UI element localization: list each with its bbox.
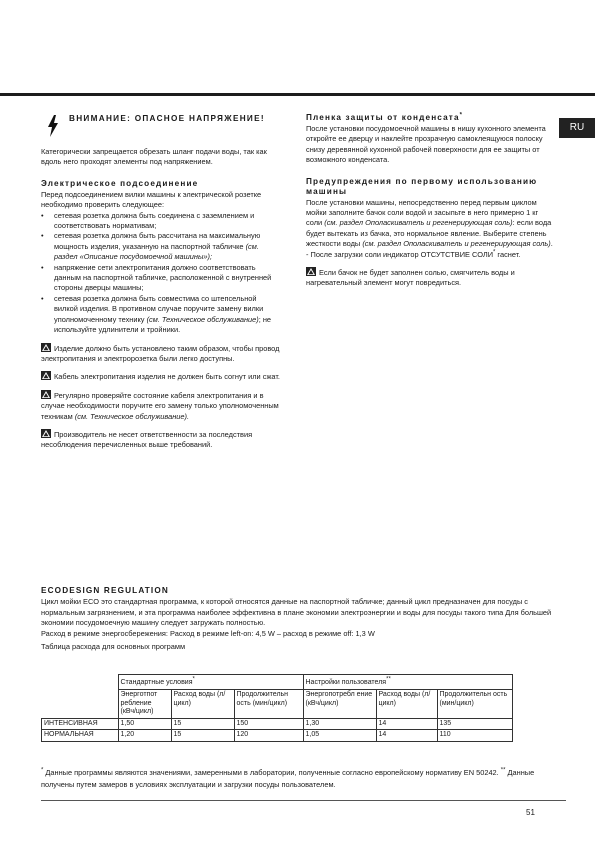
table-caption: Таблица расхода для основных программ bbox=[41, 642, 186, 652]
column-header: Продолжительн ость (мин/цикл) bbox=[437, 690, 512, 719]
electric-heading: Электрическое подсоединение bbox=[41, 178, 199, 188]
ecodesign-section bbox=[41, 586, 561, 653]
electric-checklist bbox=[41, 211, 281, 336]
condensate-text: После установки посудомоечной машины в нишу кухонного элемента откройте ее дверцу и наклейте прозрачную самоклеящуюся полоску снизу деревянной кухонной рабочей поверхности для ее защиты от возможного конденсата. bbox=[306, 124, 546, 165]
language-tab: RU bbox=[559, 118, 595, 138]
group-header-user: Настройки пользователя** bbox=[303, 675, 512, 690]
table-row: ИНТЕНСИВНАЯ 1,50 15 150 1,30 14 135 bbox=[42, 718, 513, 730]
first-use-text: После установки машины, непосредственно перед первым циклом мойки заполните бачок соли водой и засыпьте в него примерно 1 кг соли (см. раздел Ополаскиватель и регенерирующая соль): если вода будет вытекать из бачка, это нормальное явление. Выберите степень жесткости воды (см. раздел Ополаскиватель и регенерирующая соль). - После загрузки соли индикатор ОТСУТСТВИЕ СОЛИ* гаснет. bbox=[306, 197, 553, 259]
footnotes: * Данные программы являются значениями, замеренными в лаборатории, полученные согласно европейскому нормативу EN 50242. ** Данные получены путем замеров в условиях эксплуатации и загрузки посуды пользователем. bbox=[41, 767, 535, 789]
list-item: • сетевая розетка должна быть соединена с заземлением и соответствовать нормативам; bbox=[41, 210, 255, 231]
note-accessible-plug: Изделие должно быть установлено таким образом, чтобы провод электропитания и электророзетка были легко доступны. bbox=[41, 343, 280, 363]
consumption-table bbox=[41, 674, 513, 742]
warning-triangle-icon bbox=[41, 343, 51, 352]
warning-triangle-icon bbox=[41, 371, 51, 380]
note-cable-bend: Кабель электропитания изделия не должен быть согнут или сжат. bbox=[41, 371, 281, 382]
ecodesign-heading: ECODESIGN REGULATION bbox=[41, 586, 169, 595]
ecodesign-power-line: Расход в режиме энергосбережения: Расход в режиме left-on: 4,5 W – расход в режиме off: 1,3 W bbox=[41, 628, 375, 638]
danger-warning-header bbox=[41, 113, 281, 139]
column-header: Расход воды (л/цикл) bbox=[376, 690, 437, 719]
danger-warning-text: Категорически запрещается обрезать шланг подачи воды, так как вдоль него проходят элементы под напряжением. bbox=[41, 147, 267, 167]
header-rule bbox=[0, 93, 595, 96]
list-item: • напряжение сети электропитания должно соответствовать данным на паспортной табличке, расположенной с внутренней стороны дверцы машины; bbox=[41, 262, 272, 293]
row-label: ИНТЕНСИВНАЯ bbox=[42, 718, 119, 730]
note-cable-check: Регулярно проверяйте состояние кабеля электропитания и в случае необходимости поручите его замену только уполномоченным техникам (см. Техническое обслуживание). bbox=[41, 390, 279, 421]
column-header: Энергопотребл ение (кВч/цикл) bbox=[303, 690, 376, 719]
page-number: 51 bbox=[526, 808, 535, 817]
note-manufacturer-liability: Производитель не несет ответственности за последствия несоблюдения перечисленных выше требований. bbox=[41, 429, 253, 450]
condensate-heading: Пленка защиты от конденсата* bbox=[306, 112, 464, 122]
column-header: Энерготпот ребление (кВч/цикл) bbox=[118, 690, 171, 719]
list-item: • сетевая розетка должна быть рассчитана на максимальную мощность изделия, указанную на паспортной табличке (см. раздел «Описание посудомоечной машины»); bbox=[41, 231, 261, 262]
lightning-bolt-icon bbox=[47, 115, 59, 137]
row-label: НОРМАЛЬНАЯ bbox=[42, 730, 119, 742]
first-use-heading: Предупреждения по первому использованию машины bbox=[306, 176, 538, 196]
group-header-standard: Стандартные условия* bbox=[118, 675, 303, 690]
danger-warning-title: ВНИМАНИЕ: ОПАСНОЕ НАПРЯЖЕНИЕ! bbox=[69, 114, 265, 123]
electric-intro: Перед подсоединением вилки машины к электрической розетке необходимо проверить следующее: bbox=[41, 189, 262, 210]
column-header: Продолжительн ость (мин/цикл) bbox=[234, 690, 303, 719]
table-row: НОРМАЛЬНАЯ 1,20 15 120 1,05 14 110 bbox=[42, 730, 513, 742]
column-header: Расход воды (л/цикл) bbox=[171, 690, 234, 719]
warning-triangle-icon bbox=[41, 429, 51, 438]
warning-triangle-icon bbox=[41, 390, 51, 399]
ecodesign-text: Цикл мойки ECO это стандартная программа, к которой относятся данные на паспортной табличке; данный цикл предназначен для посуды с нормальным загрязнением, и эта программа наиболее эффективна в плане экономии электроэнергии и воды для посуды такого типа Для большей экономии посудомоечную машину следует загружать полностью. bbox=[41, 597, 552, 628]
footer-rule bbox=[41, 800, 566, 801]
right-column bbox=[306, 113, 554, 289]
note-salt-tank: Если бачок не будет заполнен солью, смягчитель воды и нагревательный элемент могут повредиться. bbox=[306, 268, 515, 288]
left-column bbox=[41, 113, 281, 458]
list-item: • сетевая розетка должна быть совместима со штепсельной вилкой изделия. В противном случае поручите замену вилки уполномоченному технику (см. Техническое обслуживание); не используйте удлинители и тройники. bbox=[41, 293, 272, 335]
warning-triangle-icon bbox=[306, 267, 316, 276]
